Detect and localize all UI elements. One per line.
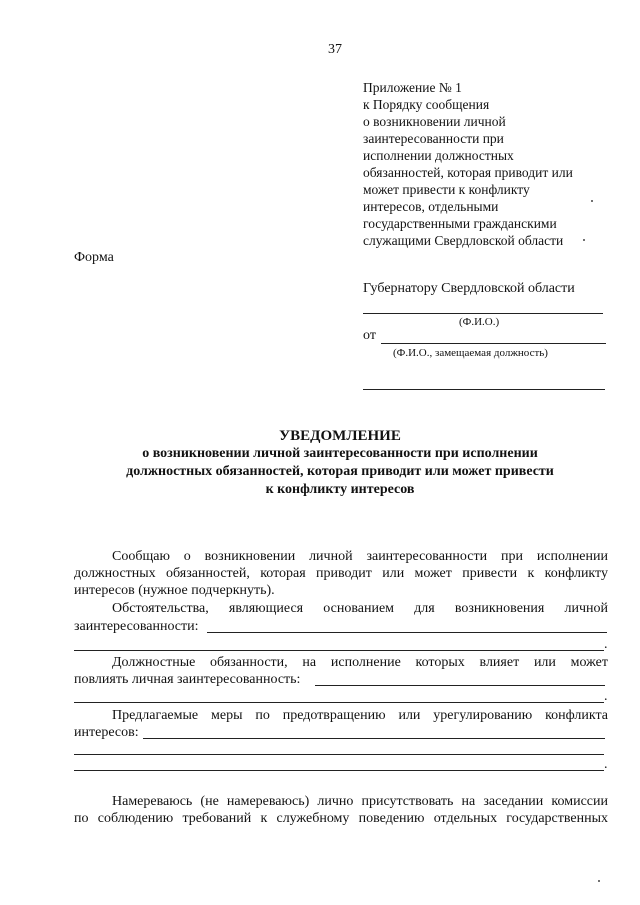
appendix-line: служащими Свердловской области bbox=[363, 233, 564, 248]
appendix-line: обязанностей, которая приводит или bbox=[363, 165, 573, 180]
scan-speck bbox=[598, 880, 600, 882]
appendix-line: исполнении должностных bbox=[363, 148, 514, 163]
paragraph-duties: Должностные обязанности, на исполнение которых влияет или может bbox=[112, 655, 608, 670]
paragraph-measures: Предлагаемые меры по предотвращению или урегулированию конфликта bbox=[112, 708, 608, 723]
scan-speck bbox=[591, 200, 593, 202]
appendix-line: интересов, отдельными bbox=[363, 199, 499, 214]
notice-subtitle-line: к конфликту интересов bbox=[265, 482, 415, 497]
from-label: от bbox=[363, 328, 376, 343]
scan-speck bbox=[583, 239, 585, 241]
duties-blank-line-2[interactable] bbox=[74, 702, 604, 703]
circumstances-blank-line[interactable] bbox=[207, 632, 607, 633]
measures-blank-line-2[interactable] bbox=[74, 754, 604, 755]
fio-blank-line[interactable] bbox=[363, 313, 603, 314]
appendix-line: заинтересованности при bbox=[363, 131, 504, 146]
appendix-line: о возникновении личной bbox=[363, 114, 506, 129]
notice-heading: УВЕДОМЛЕНИЕ bbox=[279, 428, 401, 444]
appendix-line: к Порядку сообщения bbox=[363, 97, 490, 112]
fio-caption: (Ф.И.О.) bbox=[459, 316, 500, 328]
notice-title bbox=[60, 427, 620, 499]
appendix-line: государственными гражданскими bbox=[363, 216, 557, 231]
addressee-governor: Губернатору Свердловской области bbox=[363, 281, 575, 296]
appendix-block bbox=[363, 79, 623, 249]
circumstances-blank-line-2[interactable] bbox=[74, 650, 604, 651]
period: . bbox=[604, 757, 608, 772]
paragraph-report: Сообщаю о возникновении личной заинтересованности при исполнении должностных обязанностей, которая приводит или может привести к конфликту интересов (нужное подчеркнуть). bbox=[74, 549, 608, 598]
measures-blank-line-3[interactable] bbox=[74, 770, 604, 771]
from-caption: (Ф.И.О., замещаемая должность) bbox=[393, 347, 548, 359]
duties-label: повлиять личная заинтересованность: bbox=[74, 672, 301, 687]
measures-blank-line[interactable] bbox=[143, 738, 605, 739]
notice-subtitle-line: о возникновении личной заинтересованности при исполнении bbox=[142, 446, 538, 461]
paragraph-intention-line2: по соблюдению требований к служебному поведению отдельных государственных bbox=[74, 811, 608, 826]
duties-blank-line[interactable] bbox=[315, 685, 605, 686]
notice-subtitle-line: должностных обязанностей, которая приводит или может привести bbox=[126, 464, 554, 479]
appendix-line: Приложение № 1 bbox=[363, 80, 462, 95]
measures-label: интересов: bbox=[74, 725, 139, 740]
page-number: 37 bbox=[328, 42, 342, 57]
appendix-line: может привести к конфликту bbox=[363, 182, 530, 197]
circumstances-label: заинтересованности: bbox=[74, 619, 199, 634]
paragraph-circumstances: Обстоятельства, являющиеся основанием для возникновения личной bbox=[112, 601, 608, 616]
paragraph-intention: Намереваюсь (не намереваюсь) лично присутствовать на заседании комиссии bbox=[112, 794, 608, 809]
form-label: Форма bbox=[74, 250, 114, 265]
from-blank-line[interactable] bbox=[381, 343, 606, 344]
period: . bbox=[604, 689, 608, 704]
period: . bbox=[604, 637, 608, 652]
position-blank-line[interactable] bbox=[363, 389, 605, 390]
